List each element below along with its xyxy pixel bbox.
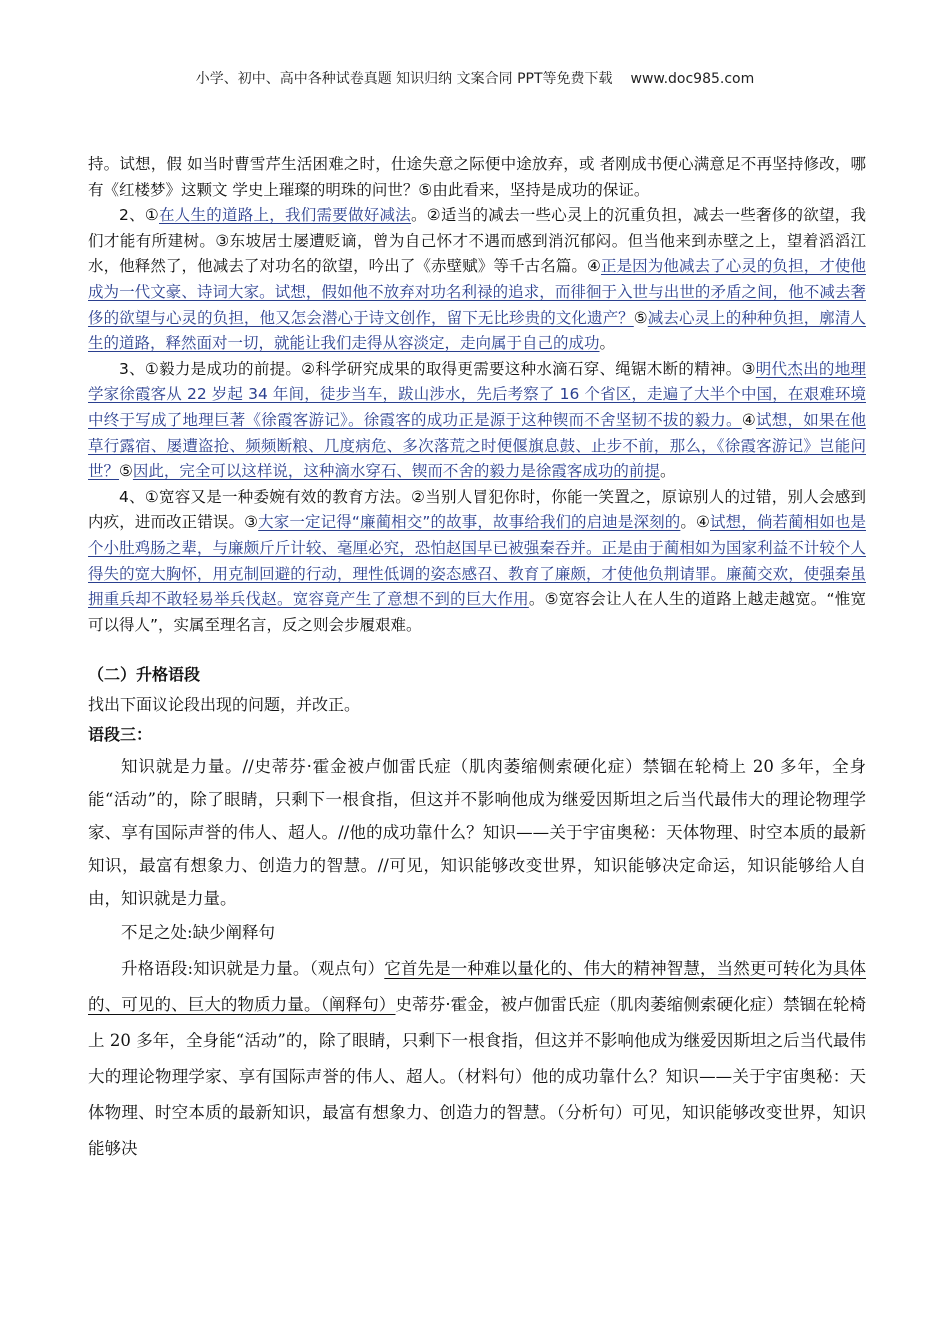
- section-instruction: 找出下面议论段出现的问题，并改正。: [88, 695, 361, 715]
- paragraph-4: [88, 485, 866, 639]
- p4-d: 试想，倘若蔺相如也是个小肚鸡肠之辈，与廉颇斤斤计较、毫厘必究，恐怕赵国早已被强秦吞并。正是由于蔺相如为国家利益不计较个人得失的宽大胸怀，用克制回避的行动，理性低调的姿态感召、教育了廉颇，才使他负荆请罪。廉蔺交欢，使强秦虽拥重兵却不敢轻易举兵伐赵。宽容竟产生了意想不到的巨大作用: [88, 513, 866, 609]
- p2-d: 正是因为他减去了心灵的负担，才使他成为一代文豪、诗词大家。试想，假如他不放弃对功名利禄的追求，而徘徊于入世与出世的矛盾之间，他不减去奢侈的欲望与心灵的负担，他又怎会潜心于诗文创作，留下无比珍贵的文化遗产？: [88, 257, 866, 327]
- paragraph-1-end: 持。试想，假 如当时曹雪芹生活困难之时，仕途失意之际便中途放弃，或 者刚成书便心满意足不再坚持修改，哪有《红楼梦》这颗文 学史上璀璨的明珠的问世？⑤由此看来，坚持是成功的保证。: [88, 155, 866, 199]
- header-text: 小学、初中、高中各种试卷真题 知识归纳 文案合同 PPT等免费下载: [195, 71, 613, 87]
- spacer: [88, 638, 866, 660]
- p2-b: 在人生的道路上，我们需要做好减法: [159, 206, 412, 225]
- p4-c: 。④: [680, 513, 710, 532]
- paragraph-3: [88, 357, 866, 485]
- p2-f: 减去心灵上的种种负担，廓清人生的道路，释然面对一切，就能让我们走得从容淡定，走向属于自己的成功: [88, 308, 866, 353]
- section-label: 语段三：: [88, 725, 153, 745]
- p3-g: 。: [659, 462, 676, 481]
- upgrade-c: 史蒂芬·霍金，被卢伽雷氏症（肌肉萎缩侧索硬化症）禁锢在轮椅上 20 多年，全身能“活动”的，除了眼睛，只剩下一根食指，但这并不影响他成为继爱因斯坦之后当代最伟大的理论物理学家、享有国际声誉的伟人、超人。（材料句）他的成功靠什么？知识——关于宇宙奥秘：天体物理、时空本质的最新知识，最富有想象力、创造力的智慧。（分析句）可见，知识能够改变世界，知识能够决: [88, 995, 867, 1159]
- p2-g: 。: [599, 334, 616, 353]
- p3-e: ⑤: [119, 462, 133, 481]
- original-paragraph: 知识就是力量。//史蒂芬·霍金被卢伽雷氏症（肌肉萎缩侧索硬化症）禁锢在轮椅上 20 多年，全身能“活动”的，除了眼睛，只剩下一根食指，但这并不影响他成为继爱因斯坦之后当代最伟大的理论物理学家、享有国际声誉的伟人、超人。//他的成功靠什么？知识——关于宇宙奥秘：天体物理、时空本质的最新知识，最富有想象力、创造力的智慧。//可见，知识能够改变世界，知识能够决定命运，知识能够给人自由，知识就是力量。: [88, 757, 866, 909]
- page-header: [0, 68, 950, 88]
- p2-c: 。②适当的减去一些心灵上的沉重负担，减去一些奢侈的欲望，我们才能有所建树。③东坡居士屡遭贬谪，曾为自己怀才不遇而感到消沉郁闷。但当他来到赤壁之上，望着滔滔江水，他释然了，他减去了对功名的欲望，吟出了《赤壁赋》等千古名篇。④: [88, 206, 866, 276]
- p4-e: 。⑤宽容会让人在人生的道路上越走越宽。“惟宽可以得人”，实属至理名言，反之则会步履艰难。: [88, 590, 866, 634]
- header-site: www.doc985.com: [630, 71, 755, 87]
- upgrade-a: 升格语段:知识就是力量。（观点句）: [121, 959, 385, 979]
- deficit-note: 不足之处:缺少阐释句: [121, 923, 276, 943]
- p3-c: ④: [741, 410, 756, 429]
- upgrade-b: 它首先是一种难以量化的、伟大的精神智慧，当然更可转化为具体的、可见的、巨大的物质力量。（阐释句）: [88, 959, 867, 1015]
- upgraded-paragraph: [88, 951, 866, 1167]
- section-title: （二）升格语段: [88, 665, 201, 685]
- p4-a: 4、①宽容又是一种委婉有效的教育方法。②当别人冒犯你时，你能一笑置之，原谅别人的过错，别人会感到内疚，进而改正错误。③: [88, 487, 866, 532]
- paragraph-2: [88, 203, 866, 357]
- p3-d: 试想，如果在他草行露宿、屡遭盗抢、频频断粮、几度病危、多次落荒之时便偃旗息鼓、止步不前，那么，《徐霞客游记》岂能问世？: [88, 410, 866, 481]
- p3-a: 3、①毅力是成功的前提。②科学研究成果的取得更需要这种水滴石穿、绳锯木断的精神。③: [119, 359, 756, 378]
- p2-e: ⑤: [633, 308, 648, 327]
- p3-b: 明代杰出的地理学家徐霞客从 22 岁起 34 年间，徒步当车，跋山涉水，先后考察了 16 个省区，走遍了大半个中国，在艰难环境中终于写成了地理巨著《徐霞客游记》。徐霞客的成功正是源于这种锲而不舍坚韧不拔的毅力。: [88, 359, 866, 429]
- document-body: [88, 152, 866, 1167]
- p2-a: 2、①: [119, 206, 160, 225]
- p3-f: 因此，完全可以这样说，这种滴水穿石、锲而不舍的毅力是徐霞客成功的前提: [132, 462, 660, 481]
- p4-b: 大家一定记得“廉蔺相交”的故事，故事给我们的启迪是深刻的: [258, 513, 681, 532]
